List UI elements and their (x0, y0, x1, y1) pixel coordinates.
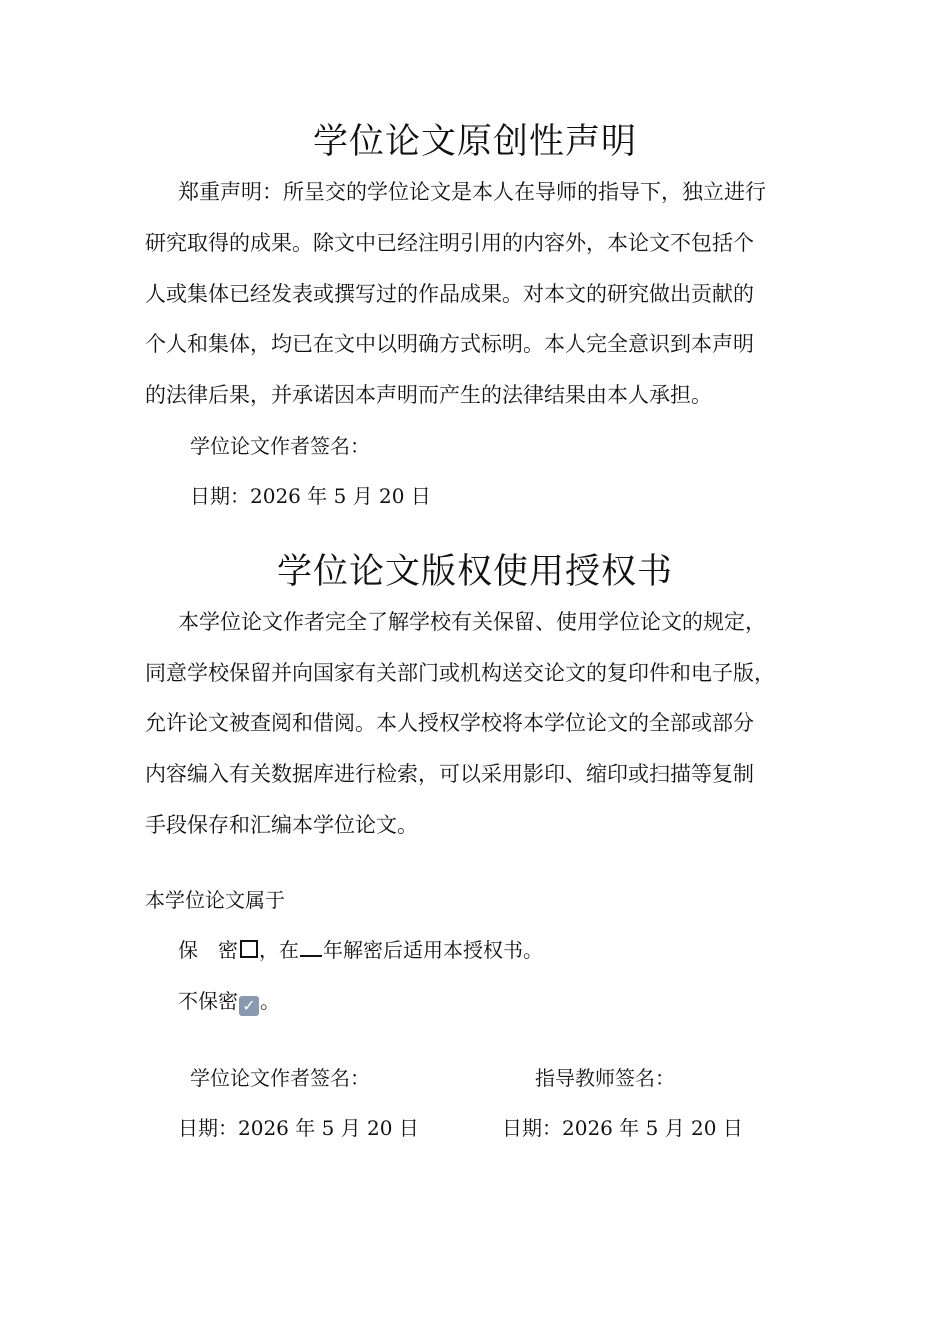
originality-author-signature: 学位论文作者签名： (190, 434, 370, 458)
authorization-line-5: 手段保存和汇编本学位论文。 (145, 813, 418, 837)
originality-line-5: 的法律后果，并承诺因本声明而产生的法律结果由本人承担。 (145, 383, 712, 407)
originality-line-1: 郑重声明：所呈交的学位论文是本人在导师的指导下，独立进行 (178, 180, 766, 204)
authorization-author-date: 日期：2026 年 5 月 20 日 (178, 1116, 419, 1140)
nonsecret-tail-text: 。 (260, 989, 280, 1013)
nonsecret-checkbox-checked-icon[interactable]: ✓ (239, 996, 259, 1016)
authorization-line-1: 本学位论文作者完全了解学校有关保留、使用学位论文的规定， (178, 610, 766, 634)
originality-date: 日期：2026 年 5 月 20 日 (190, 484, 431, 508)
secret-label: 保 密 (178, 938, 238, 962)
nonsecret-option (178, 987, 280, 1016)
years-blank-field[interactable] (300, 937, 322, 957)
secret-checkbox[interactable] (240, 940, 258, 958)
advisor-signature: 指导教师签名： (535, 1066, 675, 1090)
authorization-line-2: 同意学校保留并向国家有关部门或机构送交论文的复印件和电子版， (145, 661, 775, 685)
secret-mid-text: ，在 (259, 938, 299, 962)
originality-title: 学位论文原创性声明 (312, 122, 637, 162)
advisor-date: 日期：2026 年 5 月 20 日 (502, 1116, 743, 1140)
originality-line-2: 研究取得的成果。除文中已经注明引用的内容外，本论文不包括个 (145, 231, 754, 255)
secret-option (178, 936, 543, 964)
belongs-label: 本学位论文属于 (145, 888, 285, 912)
originality-line-3: 人或集体已经发表或撰写过的作品成果。对本文的研究做出贡献的 (145, 282, 754, 306)
secret-tail-text: 年解密后适用本授权书。 (323, 938, 543, 962)
authorization-line-4: 内容编入有关数据库进行检索，可以采用影印、缩印或扫描等复制 (145, 762, 754, 786)
authorization-line-3: 允许论文被查阅和借阅。本人授权学校将本学位论文的全部或部分 (145, 711, 754, 735)
authorization-author-signature: 学位论文作者签名： (190, 1066, 370, 1090)
nonsecret-label: 不保密 (178, 989, 238, 1013)
originality-line-4: 个人和集体，均已在文中以明确方式标明。本人完全意识到本声明 (145, 332, 754, 356)
authorization-title: 学位论文版权使用授权书 (276, 552, 673, 592)
